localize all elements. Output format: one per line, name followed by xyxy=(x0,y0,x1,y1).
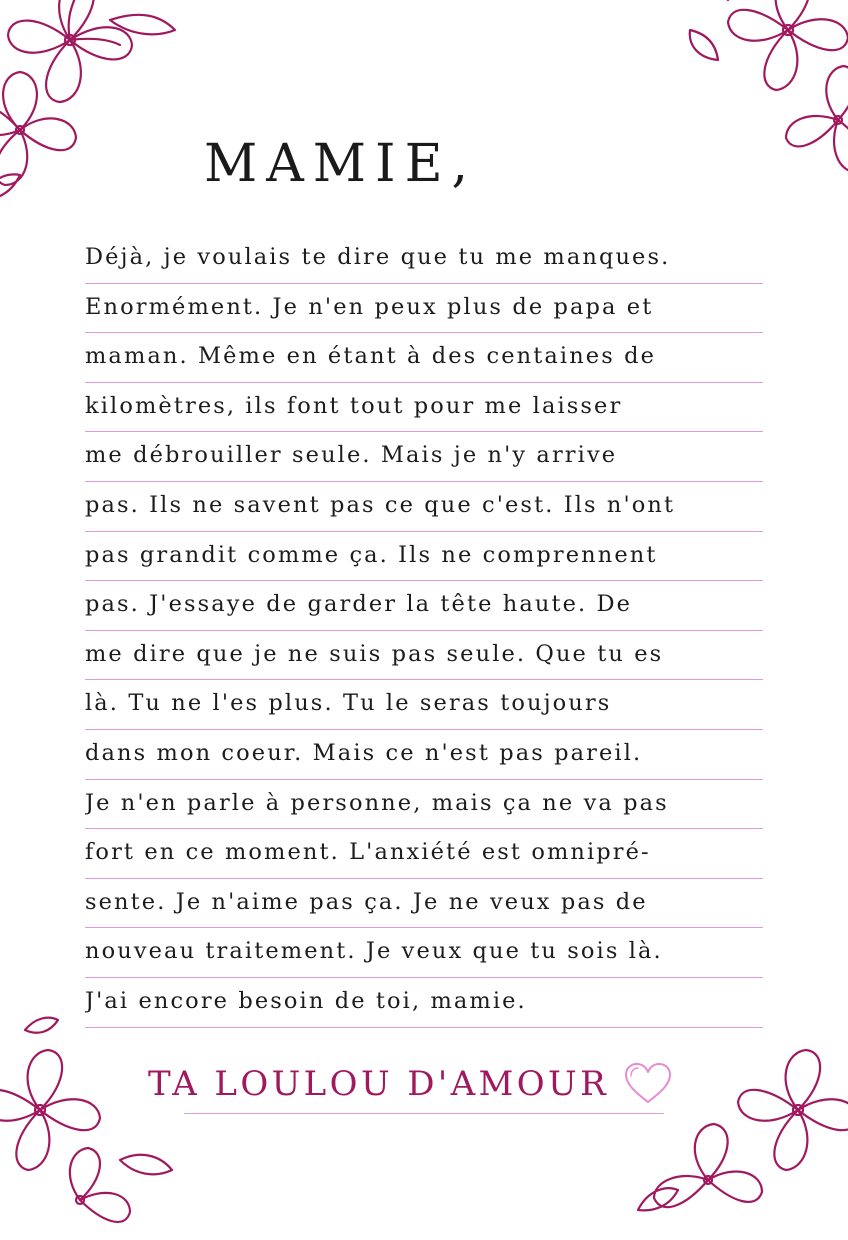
heart-outline-icon xyxy=(623,1062,673,1106)
letter-line: me débrouiller seule. Mais je n'y arrive xyxy=(85,432,763,482)
floral-corner-top-right-icon xyxy=(688,0,848,210)
letter-line: kilomètres, ils font tout pour me laisser xyxy=(85,383,763,433)
letter-line: pas grandit comme ça. Ils ne comprennent xyxy=(85,532,763,582)
signature-rule xyxy=(184,1113,664,1114)
signature-text: TA LOULOU D'AMOUR xyxy=(148,1064,610,1104)
letter-line: Déjà, je voulais te dire que tu me manques. xyxy=(85,234,763,284)
letter-body xyxy=(85,234,763,1028)
letter-line: Je n'en parle à personne, mais ça ne va pas xyxy=(85,780,763,830)
floral-corner-bottom-left-icon xyxy=(0,1010,180,1240)
letter-title: MAMIE, xyxy=(204,134,478,194)
letter-line: dans mon coeur. Mais ce n'est pas pareil. xyxy=(85,730,763,780)
letter-line: J'ai encore besoin de toi, mamie. xyxy=(85,978,763,1028)
letter-line: pas. Ils ne savent pas ce que c'est. Ils n'ont xyxy=(85,482,763,532)
letter-line: pas. J'essaye de garder la tête haute. De xyxy=(85,581,763,631)
letter-line: Enormément. Je n'en peux plus de papa et xyxy=(85,284,763,334)
letter-line: maman. Même en étant à des centaines de xyxy=(85,333,763,383)
letter-line: me dire que je ne suis pas seule. Que tu es xyxy=(85,631,763,681)
letter-line: là. Tu ne l'es plus. Tu le seras toujours xyxy=(85,680,763,730)
letter-line: fort en ce moment. L'anxiété est omnipré- xyxy=(85,829,763,879)
letter-line: nouveau traitement. Je veux que tu sois là. xyxy=(85,928,763,978)
floral-corner-top-left-icon xyxy=(0,0,200,230)
signature xyxy=(148,1062,673,1106)
letter-line: sente. Je n'aime pas ça. Je ne veux pas de xyxy=(85,879,763,929)
